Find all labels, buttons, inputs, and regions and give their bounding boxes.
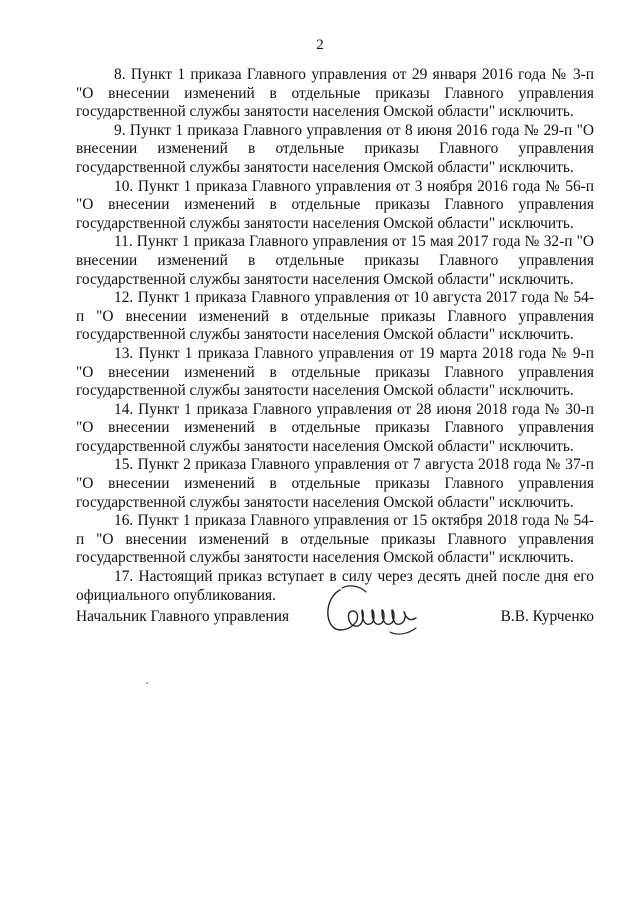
paragraph-10: 10. Пункт 1 приказа Главного управления от 3 ноября 2016 года № 56-п "О внесении изменений в отдельные приказы Главного управления государственной службы занятости населения Омской области" исключить. — [76, 177, 594, 232]
paragraph-11: 11. Пункт 1 приказа Главного управления от 15 мая 2017 года № 32-п "О внесении изменений в отдельные приказы Главного управления государственной службы занятости населения Омской области" исключить. — [76, 233, 594, 288]
paragraph-15: 15. Пункт 2 приказа Главного управления от 7 августа 2018 года № 37-п "О внесении изменений в отдельные приказы Главного управления государственной службы занятости населения Омской области" исключить. — [76, 456, 594, 511]
paragraph-13: 13. Пункт 1 приказа Главного управления от 19 марта 2018 года № 9-п "О внесении изменений в отдельные приказы Главного управления государственной службы занятости населения Омской области" исключить. — [76, 344, 594, 400]
paragraph-17: 17. Настоящий приказ вступает в силу через десять дней после дня его официального опубликования. — [76, 568, 594, 604]
signature-block — [76, 600, 594, 640]
signatory-name: В.В. Курченко — [500, 608, 594, 625]
handwritten-signature — [320, 582, 430, 642]
paragraph-16: 16. Пункт 1 приказа Главного управления от 15 октября 2018 года № 54-п "О внесении изменений в отдельные приказы Главного управления государственной службы занятости населения Омской области" исключить. — [76, 512, 594, 567]
scan-speck — [146, 682, 148, 684]
paragraph-8: 8. Пункт 1 приказа Главного управления от 29 января 2016 года № 3-п "О внесении изменений в отдельные приказы Главного управления государственной службы занятости населения Омской области" исключить. — [76, 66, 594, 121]
paragraph-9: 9. Пункт 1 приказа Главного управления от 8 июня 2016 года № 29-п "О внесении изменений в отдельные приказы Главного управления государственной службы занятости населения Омской области" исключить. — [76, 121, 594, 176]
document-body — [76, 66, 594, 605]
signatory-position: Начальник Главного управления — [76, 608, 290, 625]
paragraph-14: 14. Пункт 1 приказа Главного управления от 28 июня 2018 года № 30-п "О внесении изменений в отдельные приказы Главного управления государственной службы занятости населения Омской области" исключить. — [76, 400, 594, 455]
page-number: 2 — [316, 37, 324, 53]
paragraph-12: 12. Пункт 1 приказа Главного управления от 10 августа 2017 года № 54-п "О внесении изменений в отдельные приказы Главного управления государственной службы занятости населения Омской области" исключить. — [76, 289, 594, 344]
